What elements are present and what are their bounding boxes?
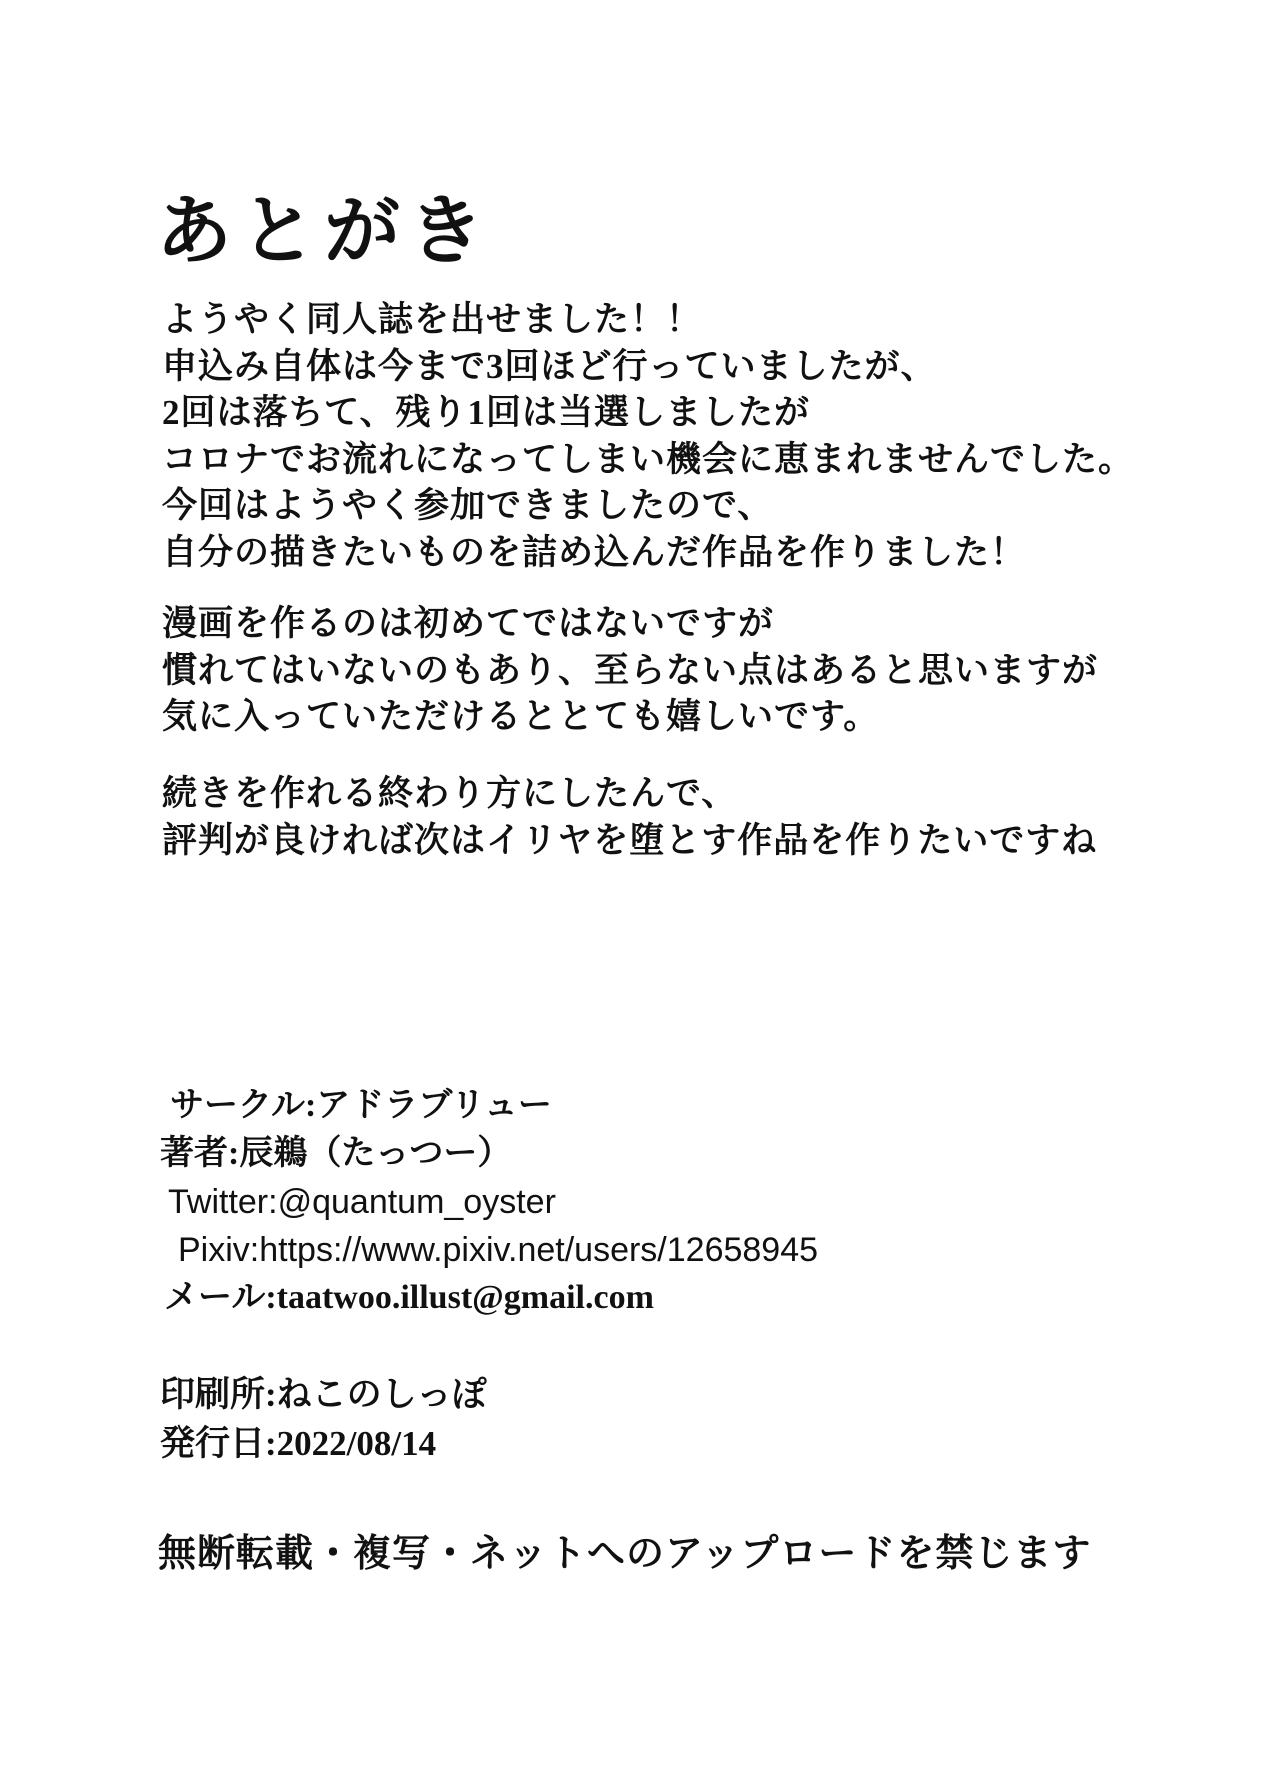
publication-block bbox=[160, 1370, 487, 1468]
text-line: 評判が良ければ次はイリヤを堕とす作品を作りたいですね bbox=[162, 820, 1098, 860]
text-line: 続きを作れる終わり方にしたんで、 bbox=[162, 774, 738, 813]
afterword-paragraph-1 bbox=[162, 297, 1134, 576]
credit-twitter: Twitter:@quantum_oyster bbox=[168, 1183, 556, 1221]
credit-circle: サークル:アドラブリュー bbox=[170, 1087, 552, 1124]
text-line: 慣れてはいないのもあり、至らない点はあると思いますが bbox=[162, 650, 1099, 690]
text-line: 申込み自体は今まで3回ほど行っていましたが、 bbox=[162, 346, 937, 386]
text-line: 漫画を作るのは初めてではないですが bbox=[162, 604, 775, 643]
text-line: 気に入っていただけるととても嬉しいです。 bbox=[162, 697, 880, 736]
credits-block bbox=[160, 1082, 818, 1322]
credit-email: メール:taatwoo.illust@gmail.com bbox=[164, 1279, 654, 1316]
publication-printer: 印刷所:ねこのしっぽ bbox=[160, 1375, 487, 1414]
credit-pixiv-url: Pixiv:https://www.pixiv.net/users/12658945 bbox=[178, 1231, 819, 1269]
afterword-paragraph-2 bbox=[162, 601, 1098, 741]
publication-date: 発行日:2022/08/14 bbox=[160, 1424, 437, 1463]
text-line: 2回は落ちて、残り1回は当選しましたが bbox=[162, 393, 810, 432]
text-line: コロナでお流れになってしまい機会に恵まれませんでした。 bbox=[162, 439, 1135, 479]
text-line: 自分の描きたいものを詰め込んだ作品を作りました！ bbox=[162, 532, 1027, 572]
credit-author: 著者:辰鵜（たっつー） bbox=[160, 1135, 512, 1172]
text-line: 今回はようやく参加できましたので、 bbox=[162, 486, 774, 525]
text-line: ようやく同人誌を出せました！！ bbox=[162, 300, 703, 339]
page-title: あとがき bbox=[156, 190, 492, 274]
copyright-notice: 無断転載・複写・ネットへのアップロードを禁じます bbox=[158, 1533, 1092, 1575]
afterword-paragraph-3 bbox=[162, 771, 1097, 864]
